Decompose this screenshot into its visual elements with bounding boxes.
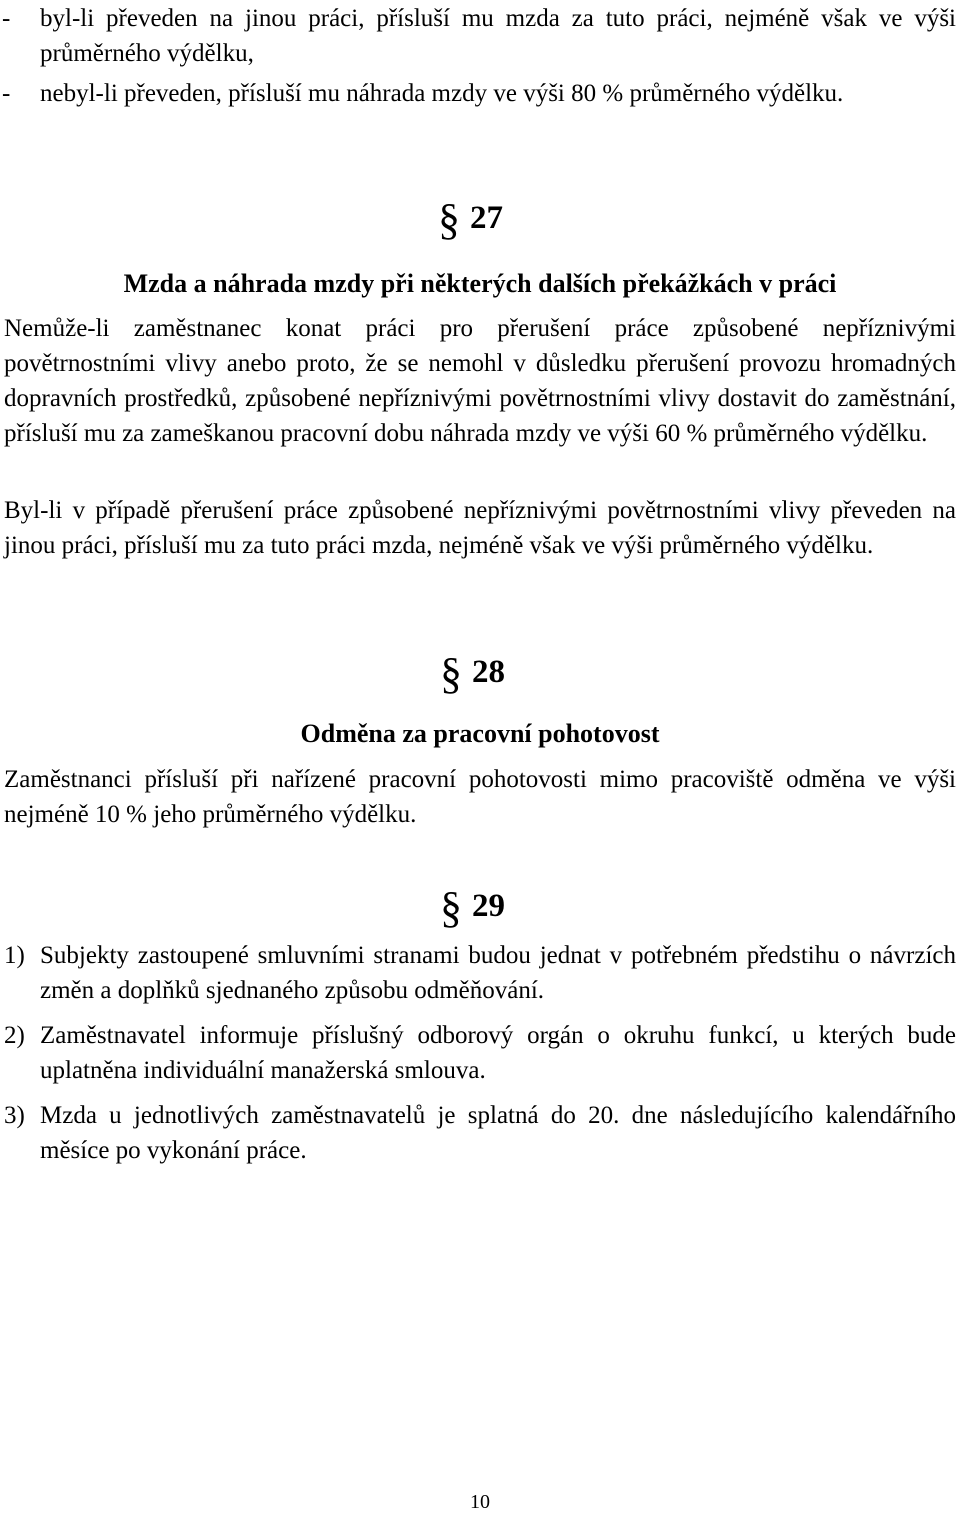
list-item — [0, 76, 956, 111]
numbered-item — [4, 1098, 956, 1168]
section-number: 28 — [472, 654, 505, 690]
numbered-item-text: Mzda u jednotlivých zaměstnavatelů je splatná do 20. dne následujícího kalendářního měsíce po vykonání práce. — [40, 1102, 956, 1164]
numbered-item-label: 1) — [4, 942, 25, 969]
numbered-item-text: Subjekty zastoupené smluvními stranami budou jednat v potřebném předstihu o návrzích změn a doplňků sjednaného způsobu odměňování. — [40, 942, 956, 1004]
section-title-27: Mzda a náhrada mzdy při některých dalších překážkách v práci — [123, 269, 837, 298]
section-symbol: § — [440, 883, 462, 932]
section-27-paragraph-1: Nemůže-li zaměstnanec konat práci pro přerušení práce způsobené nepříznivými povětrnostními vlivy anebo proto, že se nemohl v důsledku přerušení provozu hromadných dopravních prostředků, způsobené nepříznivými povětrnostními vlivy dostavit do zaměstnání, přísluší mu za zameškanou pracovní dobu náhrada mzdy ve výši 60 % průměrného výdělku. — [4, 315, 956, 447]
numbered-item-text: Zaměstnavatel informuje příslušný odborový orgán o okruhu funkcí, u kterých bude uplatněna individuální manažerská smlouva. — [40, 1022, 956, 1084]
numbered-item — [4, 1018, 956, 1088]
numbered-item-label: 2) — [4, 1022, 25, 1049]
list-item-text: nebyl-li převeden, přísluší mu náhrada mzdy ve výši 80 % průměrného výdělku. — [40, 80, 844, 107]
section-symbol: § — [438, 195, 460, 244]
section-title-28: Odměna za pracovní pohotovost — [300, 719, 660, 748]
numbered-item — [4, 938, 956, 1008]
section-number: 29 — [472, 888, 505, 924]
section-27-paragraph-2: Byl-li v případě přerušení práce způsobené nepříznivými povětrnostními vlivy převeden na jinou práci, přísluší mu za tuto práci mzda, nejméně však ve výši průměrného výdělku. — [4, 497, 956, 559]
list-dash: - — [2, 80, 11, 107]
section-symbol: § — [440, 649, 462, 698]
numbered-item-label: 3) — [4, 1102, 25, 1129]
list-item-text: byl-li převeden na jinou práci, přísluší mu mzda za tuto práci, nejméně však ve výši průměrného výdělku, — [40, 5, 956, 67]
section-number: 27 — [470, 200, 503, 236]
section-heading-29 — [440, 883, 505, 932]
page-number: 10 — [470, 1491, 490, 1513]
section-heading-27 — [438, 195, 503, 244]
section-28-paragraph-1: Zaměstnanci přísluší při nařízené pracovní pohotovosti mimo pracoviště odměna ve výši nejméně 10 % jeho průměrného výdělku. — [4, 766, 956, 828]
list-item — [0, 1, 956, 71]
list-dash: - — [2, 5, 11, 32]
section-heading-28 — [440, 649, 505, 698]
